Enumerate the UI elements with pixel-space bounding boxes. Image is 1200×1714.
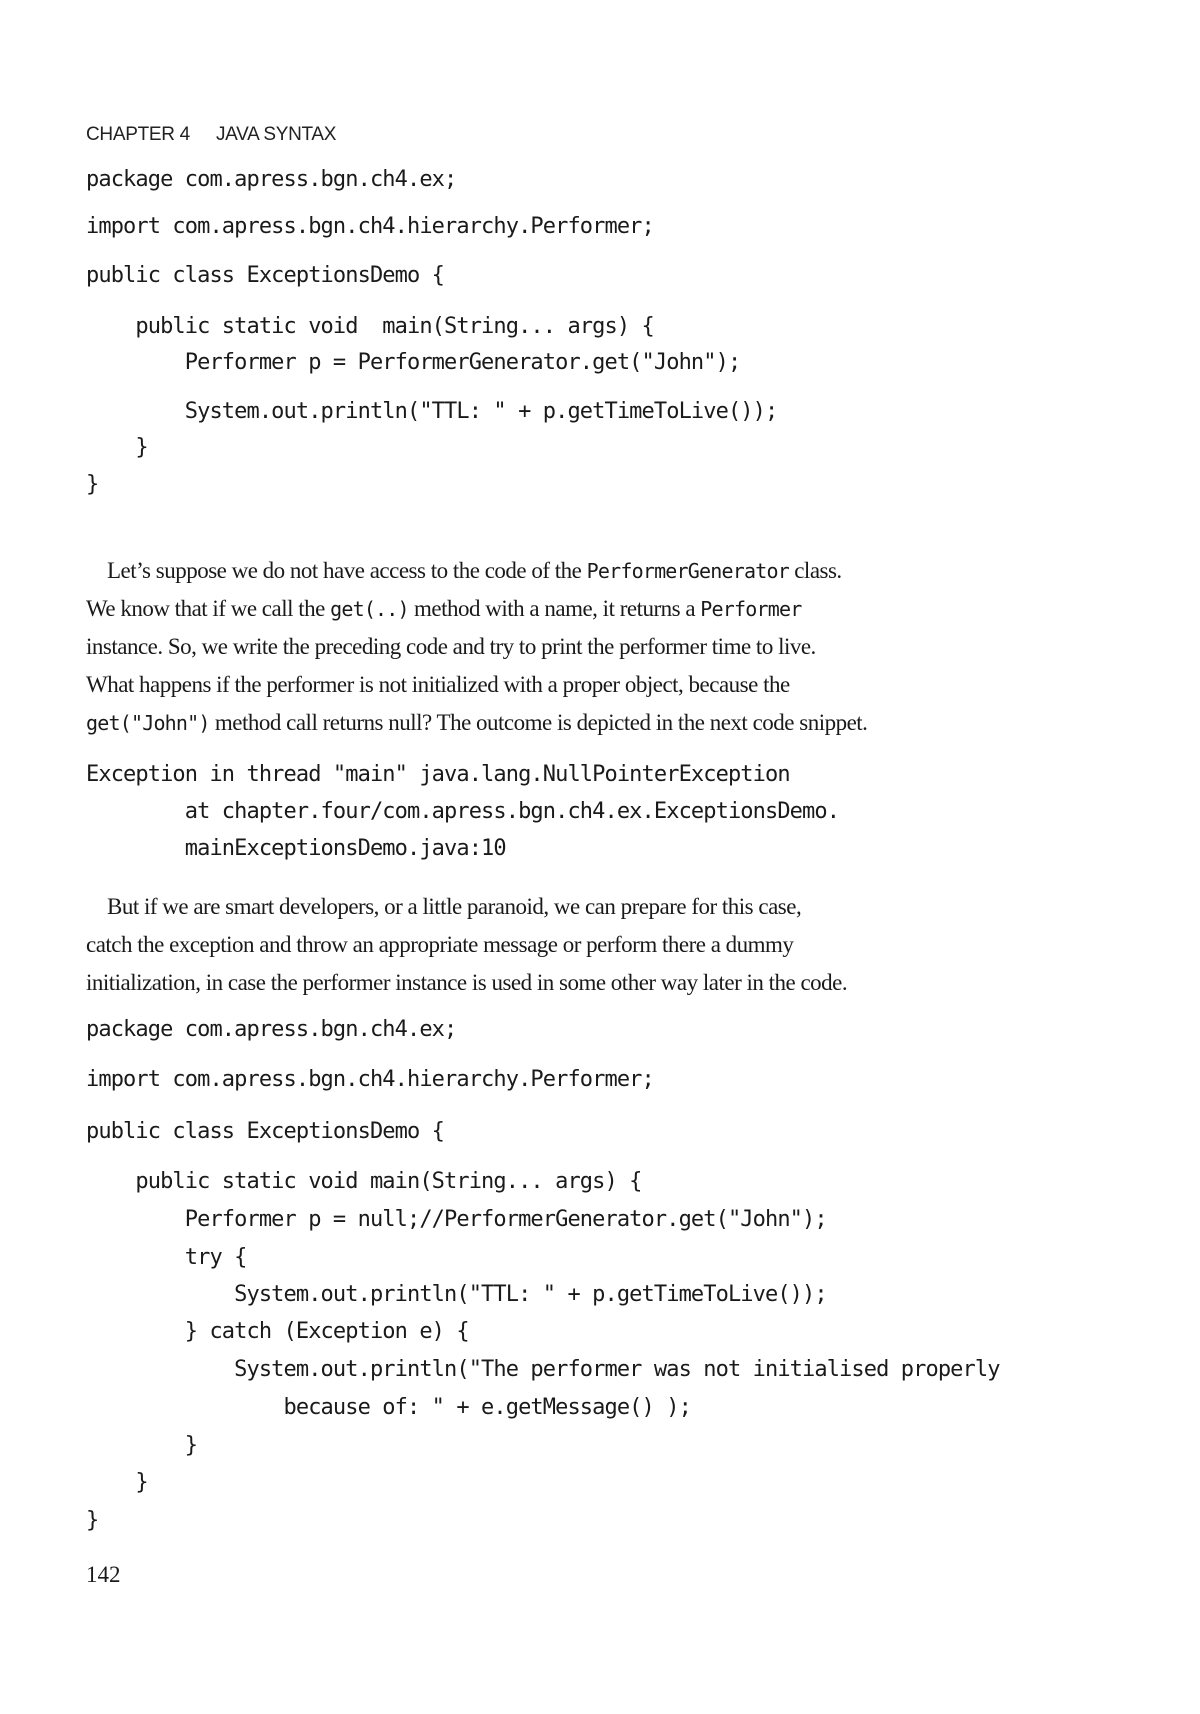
paragraph-line: initialization, in case the performer instance is used in some other way later in the code.: [86, 970, 848, 995]
code-line: import com.apress.bgn.ch4.hierarchy.Performer;: [86, 1067, 654, 1092]
paragraph-line: get("John") method call returns null? The outcome is depicted in the next code snippet.: [86, 710, 868, 735]
paragraph-line: What happens if the performer is not initialized with a proper object, because the: [86, 672, 790, 697]
code-line: public static void main(String... args) {: [86, 1169, 642, 1194]
paragraph-1: [86, 552, 1086, 742]
running-header: [86, 124, 336, 146]
code-line: System.out.println("The performer was not initialised properly: [86, 1357, 1000, 1382]
inline-code: get(..): [330, 597, 409, 621]
paragraph-line: We know that if we call the get(..) method with a name, it returns a Performer: [86, 596, 802, 621]
paragraph-line: instance. So, we write the preceding code and try to print the performer time to live.: [86, 634, 816, 659]
code-line: at chapter.four/com.apress.bgn.ch4.ex.ExceptionsDemo.: [86, 799, 840, 824]
code-block-3: [86, 1017, 1136, 1547]
inline-code: PerformerGenerator: [586, 559, 789, 583]
code-line: because of: " + e.getMessage() );: [86, 1395, 691, 1420]
paragraph-line: catch the exception and throw an appropriate message or perform there a dummy: [86, 932, 794, 957]
code-line: public class ExceptionsDemo {: [86, 263, 445, 288]
code-line: mainExceptionsDemo.java:10: [86, 836, 506, 861]
code-line: package com.apress.bgn.ch4.ex;: [86, 167, 457, 192]
code-line: Performer p = null;//PerformerGenerator.get("John");: [86, 1207, 827, 1232]
paragraph-line: But if we are smart developers, or a little paranoid, we can prepare for this case,: [86, 894, 802, 919]
code-line: package com.apress.bgn.ch4.ex;: [86, 1017, 457, 1042]
code-block-2: [86, 762, 1086, 872]
code-line: System.out.println("TTL: " + p.getTimeToLive());: [86, 1282, 827, 1307]
code-line: try {: [86, 1245, 247, 1270]
code-line: }: [86, 1508, 99, 1533]
code-line: Exception in thread "main" java.lang.NullPointerException: [86, 762, 790, 787]
page-number: 142: [86, 1562, 121, 1587]
inline-code: get("John"): [86, 711, 210, 735]
code-line: } catch (Exception e) {: [86, 1319, 469, 1344]
code-line: import com.apress.bgn.ch4.hierarchy.Performer;: [86, 214, 654, 239]
inline-code: Performer: [700, 597, 802, 621]
code-line: public static void main(String... args) {: [86, 314, 654, 339]
code-line: Performer p = PerformerGenerator.get("John");: [86, 350, 741, 375]
paragraph-line: Let’s suppose we do not have access to the code of the PerformerGenerator class.: [86, 558, 842, 583]
code-line: }: [86, 1470, 148, 1495]
code-line: }: [86, 435, 148, 460]
chapter-title: JAVA SYNTAX: [215, 124, 337, 145]
code-line: System.out.println("TTL: " + p.getTimeToLive());: [86, 399, 778, 424]
code-line: }: [86, 1433, 198, 1458]
code-block-1: [86, 167, 1086, 507]
paragraph-2: [86, 888, 1086, 1002]
code-line: public class ExceptionsDemo {: [86, 1119, 445, 1144]
chapter-label: CHAPTER 4: [86, 124, 190, 145]
code-line: }: [86, 472, 99, 497]
